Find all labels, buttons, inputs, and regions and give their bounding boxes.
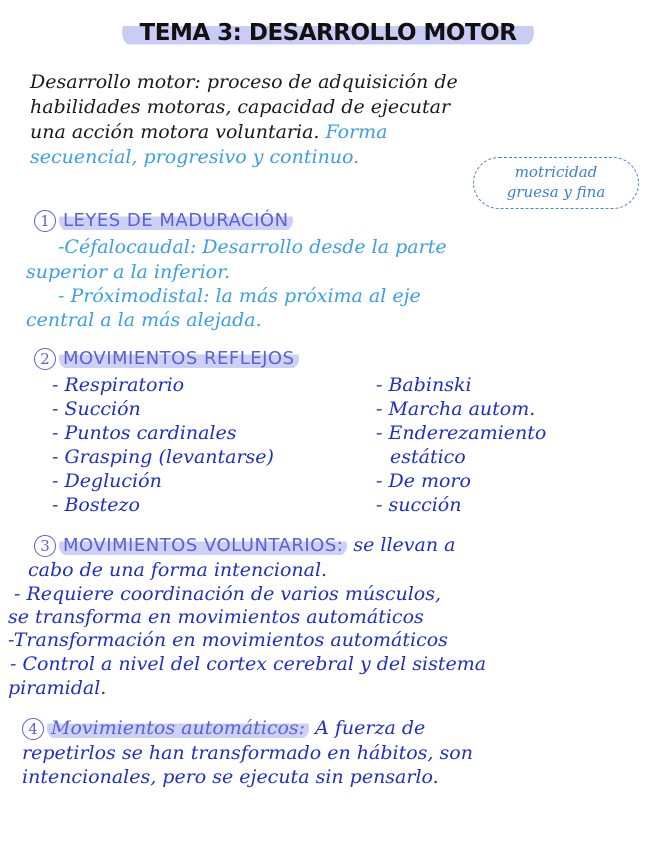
section-1-heading <box>34 208 293 233</box>
reflex-left-4: - Grasping (levantarse) <box>52 446 274 468</box>
section-3-line-1: cabo de una forma intencional. <box>28 559 328 581</box>
section-3-heading <box>34 533 455 558</box>
section-3-title: MOVIMIENTOS VOLUNTARIOS: <box>59 535 347 556</box>
section-3-line-2: - Requiere coordinación de varios músculos, <box>14 583 442 605</box>
section-4-heading-rest: A fuerza de <box>315 717 426 739</box>
section-3-line-4: -Transformación en movimientos automáticos <box>8 629 448 651</box>
page-title: TEMA 3: DESARROLLO MOTOR <box>122 18 535 47</box>
section-4-heading <box>22 716 425 740</box>
section-3-line-5: - Control a nivel del cortex cerebral y del sistema <box>10 653 487 675</box>
reflex-right-4: estático <box>390 446 466 468</box>
reflex-right-1: - Babinski <box>376 374 472 396</box>
section-3-heading-rest: se llevan a <box>353 534 456 556</box>
section-1-line-1: -Céfalocaudal: Desarrollo desde la parte <box>58 236 447 258</box>
reflex-right-6: - succión <box>376 494 462 516</box>
intro-line-1: Desarrollo motor: proceso de adquisición de <box>30 71 458 93</box>
section-4-line-1: repetirlos se han transformado en hábitos, son <box>22 742 473 764</box>
note-line-1: motricidad <box>514 163 598 181</box>
section-4-number: 4 <box>22 718 44 740</box>
reflex-left-3: - Puntos cardinales <box>52 422 237 444</box>
section-2-title: MOVIMIENTOS REFLEJOS <box>59 348 299 369</box>
section-3-number: 3 <box>34 535 56 557</box>
reflex-left-5: - Deglución <box>52 470 162 492</box>
section-3-line-3: se transforma en movimientos automáticos <box>8 606 424 628</box>
section-2-heading <box>34 346 299 371</box>
section-1-line-2: superior a la inferior. <box>26 261 231 283</box>
section-1-number: 1 <box>34 210 56 232</box>
reflex-left-6: - Bostezo <box>52 494 140 516</box>
intro-line-2: habilidades motoras, capacidad de ejecutar <box>30 96 451 118</box>
intro-line-4: secuencial, progresivo y continuo. <box>30 146 360 168</box>
section-4-title: Movimientos automáticos: <box>47 717 309 739</box>
note-line-2: gruesa y fina <box>506 183 606 201</box>
reflex-right-2: - Marcha autom. <box>376 398 536 420</box>
reflex-right-3: - Enderezamiento <box>376 422 547 444</box>
reflex-right-5: - De moro <box>376 470 471 492</box>
reflex-left-2: - Succión <box>52 398 141 420</box>
reflex-left-1: - Respiratorio <box>52 374 185 396</box>
section-3-line-6: piramidal. <box>8 677 107 699</box>
intro-line-3-text: una acción motora voluntaria. <box>30 121 320 143</box>
section-1-title: LEYES DE MADURACIÓN <box>59 210 293 231</box>
title-wrap <box>0 18 656 47</box>
section-1-line-3: - Próximodistal: la más próxima al eje <box>58 285 421 307</box>
section-4-line-2: intencionales, pero se ejecuta sin pensarlo. <box>22 766 439 788</box>
side-note-bubble <box>473 157 639 209</box>
intro-line-3 <box>30 120 388 144</box>
section-1-line-4: central a la más alejada. <box>26 309 262 331</box>
intro-line-3-blue: Forma <box>325 121 388 143</box>
section-2-number: 2 <box>34 348 56 370</box>
